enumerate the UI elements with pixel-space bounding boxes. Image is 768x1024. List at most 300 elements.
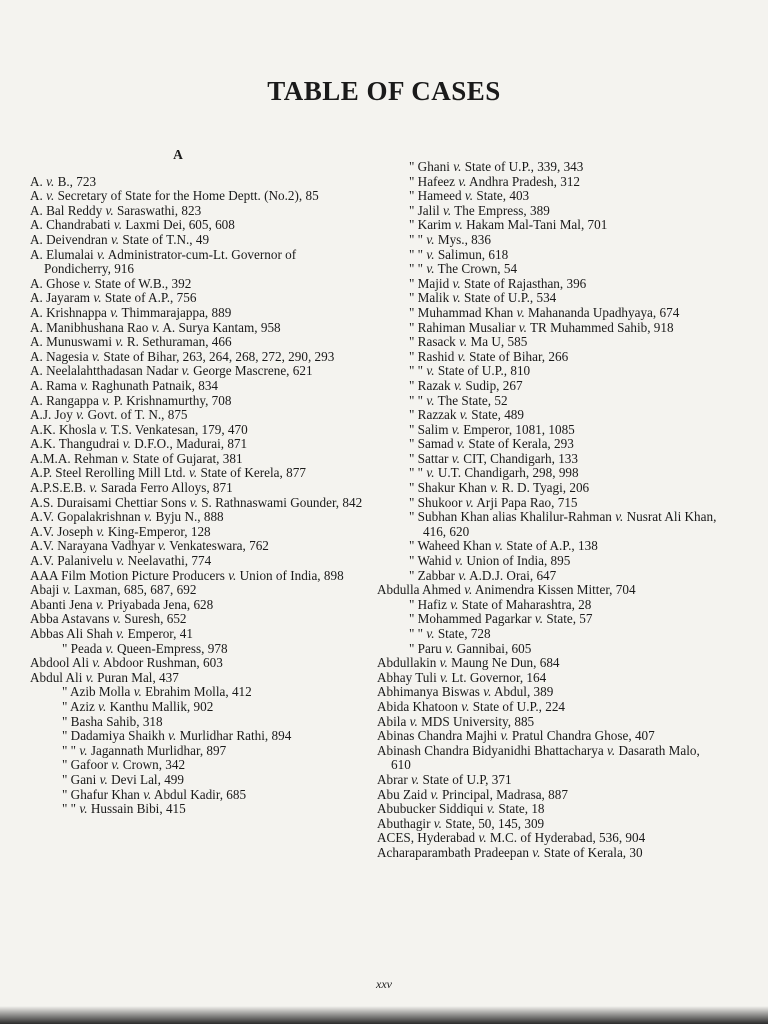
versus-marker: v. <box>188 465 198 481</box>
case-party-b-and-pages: State of Bihar, 263, 264, 268, 272, 290, 293 <box>100 348 335 364</box>
case-list-right <box>377 160 719 861</box>
case-entry <box>377 642 719 657</box>
case-entry <box>30 802 366 817</box>
case-party-b-and-pages: Sarada Ferro Alloys, 871 <box>97 480 233 496</box>
versus-marker: v. <box>452 290 461 306</box>
versus-marker: v. <box>85 669 94 685</box>
versus-marker: v. <box>98 698 107 714</box>
case-party-b-and-pages: P. Krishnamurthy, 708 <box>110 392 232 408</box>
versus-marker: v. <box>181 363 190 379</box>
versus-marker: v. <box>111 757 120 773</box>
case-party-a: A.M.A. Rehman <box>30 450 122 466</box>
versus-marker: v. <box>121 450 130 466</box>
case-entry <box>30 715 366 730</box>
case-party-b-and-pages: Hussain Bibi, 415 <box>87 801 186 817</box>
case-entry <box>377 481 719 496</box>
versus-marker: v. <box>453 159 462 174</box>
right-column <box>377 160 719 861</box>
case-party-a: " " <box>409 363 427 379</box>
versus-marker: v. <box>426 261 435 277</box>
case-entry <box>30 496 366 511</box>
versus-marker: v. <box>113 217 123 233</box>
case-party-a: A.K. Thangudrai <box>30 436 123 452</box>
case-entry <box>30 525 366 540</box>
case-party-b-and-pages: R. D. Tyagi, 206 <box>498 480 590 496</box>
case-entry <box>30 291 366 306</box>
case-party-a: " Samad <box>409 436 457 452</box>
versus-marker: v. <box>478 830 487 846</box>
case-party-b-and-pages: Murlidhar Rathi, 894 <box>176 728 292 744</box>
case-entry <box>30 744 366 759</box>
case-party-a: Abuthagir <box>377 815 434 831</box>
case-party-a: A.V. Narayana Vadhyar <box>30 538 159 554</box>
case-party-a: A. Neelalahtthadasan Nadar <box>30 363 182 379</box>
versus-marker: v. <box>465 494 474 510</box>
case-party-a: A. Krishnappa <box>30 304 111 320</box>
case-party-b-and-pages: Pratul Chandra Ghose, 407 <box>508 728 655 744</box>
case-entry <box>30 671 366 686</box>
case-entry <box>30 350 366 365</box>
versus-marker: v. <box>461 698 470 714</box>
case-party-b-and-pages: State of Bihar, 266 <box>465 348 569 364</box>
case-party-b-and-pages: Emperor, 1081, 1085 <box>459 421 575 437</box>
case-party-b-and-pages: Salimun, 618 <box>434 246 509 262</box>
versus-marker: v. <box>110 231 120 247</box>
case-party-b-and-pages: CIT, Chandigarh, 133 <box>459 450 578 466</box>
case-party-b-and-pages: Neelavathi, 774 <box>124 553 212 569</box>
case-entry <box>377 277 719 292</box>
case-party-b-and-pages: Arji Papa Rao, 715 <box>473 494 578 510</box>
case-party-a: " " <box>409 392 427 408</box>
versus-marker: v. <box>464 582 473 598</box>
versus-marker: v. <box>500 728 509 744</box>
case-party-b-and-pages: State of U.P., 810 <box>434 363 531 379</box>
versus-marker: v. <box>426 246 435 262</box>
case-entry <box>377 773 719 788</box>
case-party-a: " Shakur Khan <box>409 480 491 496</box>
case-party-a: A. Manibhushana Rao <box>30 319 152 335</box>
versus-marker: v. <box>464 188 474 204</box>
case-party-a: A.S. Duraisami Chettiar Sons <box>30 494 190 510</box>
versus-marker: v. <box>451 450 460 466</box>
case-party-a: A.K. Khosla <box>30 421 100 437</box>
case-party-b-and-pages: Kanthu Mallik, 902 <box>106 698 214 714</box>
case-list-left <box>30 175 366 817</box>
case-party-a: A. Munuswami <box>30 334 116 350</box>
case-party-a: " Peada <box>62 640 106 656</box>
case-entry <box>377 218 719 233</box>
versus-marker: v. <box>62 582 71 598</box>
versus-marker: v. <box>453 377 463 393</box>
case-party-a: " Gafoor <box>62 757 112 773</box>
case-party-a: A. Deivendran <box>30 231 111 247</box>
versus-marker: v. <box>615 509 624 525</box>
case-party-b-and-pages: Nusrat Ali Khan, 416, 620 <box>423 509 717 539</box>
case-entry <box>30 306 366 321</box>
case-party-b-and-pages: Union of India, 898 <box>236 567 344 583</box>
case-party-b-and-pages: Secretary of State for the Home Deptt. (No.2), 85 <box>54 188 319 204</box>
case-party-b-and-pages: Thimmarajappa, 889 <box>118 304 232 320</box>
case-party-a: A. Chandrabati <box>30 217 114 233</box>
case-party-a: " Muhammad Khan <box>409 304 517 320</box>
case-party-b-and-pages: A.D.J. Orai, 647 <box>466 567 557 583</box>
case-entry <box>377 291 719 306</box>
case-party-b-and-pages: State, 403 <box>473 188 530 204</box>
case-party-b-and-pages: D.F.O., Madurai, 871 <box>130 436 248 452</box>
case-party-a: " Salim <box>409 421 452 437</box>
versus-marker: v. <box>516 304 525 320</box>
case-entry <box>30 394 366 409</box>
case-party-a: " Razak <box>409 377 454 393</box>
case-entry <box>30 539 366 554</box>
case-party-b-and-pages: A. Surya Kantam, 958 <box>159 319 281 335</box>
case-entry <box>30 758 366 773</box>
versus-marker: v. <box>92 655 101 671</box>
case-party-b-and-pages: S. Rathnaswami Gounder, 842 <box>197 494 363 510</box>
case-entry <box>377 262 719 277</box>
case-entry <box>377 233 719 248</box>
case-entry <box>377 379 719 394</box>
case-party-b-and-pages: Raghunath Patnaik, 834 <box>88 377 219 393</box>
case-party-a: " " <box>409 246 427 262</box>
case-party-b-and-pages: Ebrahim Molla, 412 <box>141 684 252 700</box>
case-entry <box>377 715 719 730</box>
case-entry <box>377 802 719 817</box>
case-entry <box>30 364 366 379</box>
case-entry <box>30 335 366 350</box>
case-party-a: Abila <box>377 713 410 729</box>
case-party-b-and-pages: Ma U, 585 <box>467 334 528 350</box>
versus-marker: v. <box>452 275 461 291</box>
versus-marker: v. <box>189 494 198 510</box>
versus-marker: v. <box>486 801 496 817</box>
case-entry <box>377 685 719 700</box>
versus-marker: v. <box>456 436 466 452</box>
case-party-a: " " <box>409 231 427 247</box>
versus-marker: v. <box>122 436 131 452</box>
case-party-b-and-pages: Animendra Kissen Mitter, 704 <box>472 582 636 598</box>
versus-marker: v. <box>454 217 463 233</box>
case-party-a: A.J. Joy <box>30 407 77 423</box>
versus-marker: v. <box>79 742 88 758</box>
versus-marker: v. <box>105 202 114 218</box>
case-entry <box>377 656 719 671</box>
case-entry <box>30 408 366 423</box>
case-entry <box>377 700 719 715</box>
versus-marker: v. <box>144 509 153 525</box>
case-party-a: A.P.S.E.B. <box>30 480 90 496</box>
case-party-b-and-pages: Abdul Kadir, 685 <box>151 786 247 802</box>
versus-marker: v. <box>451 421 460 437</box>
case-party-a: " Zabbar <box>409 567 459 583</box>
case-entry <box>377 846 719 861</box>
case-party-b-and-pages: Laxman, 685, 687, 692 <box>70 582 197 598</box>
case-party-b-and-pages: Byju N., 888 <box>152 509 224 525</box>
case-party-a: Abrar <box>377 771 412 787</box>
case-party-a: " Subhan Khan alias Khalilur-Rahman <box>409 509 616 525</box>
case-party-b-and-pages: Principal, Madrasa, 887 <box>438 786 568 802</box>
case-entry <box>30 612 366 627</box>
case-party-b-and-pages: Devi Lal, 499 <box>107 771 184 787</box>
versus-marker: v. <box>450 596 459 612</box>
versus-marker: v. <box>91 348 101 364</box>
case-entry <box>377 364 719 379</box>
versus-marker: v. <box>426 231 435 247</box>
case-party-a: " Rahiman Musaliar <box>409 319 519 335</box>
versus-marker: v. <box>115 334 124 350</box>
versus-marker: v. <box>46 188 55 204</box>
case-party-b-and-pages: State, 18 <box>495 801 545 817</box>
case-entry <box>377 437 719 452</box>
page-number: xxv <box>376 977 392 991</box>
case-party-a: Abanti Jena <box>30 596 96 612</box>
case-entry <box>377 496 719 511</box>
case-party-b-and-pages: Maung Ne Dun, 684 <box>447 655 560 671</box>
case-party-b-and-pages: Mys., 836 <box>434 231 491 247</box>
case-entry <box>377 817 719 832</box>
case-party-b-and-pages: The State, 52 <box>434 392 508 408</box>
case-party-a: " " <box>409 261 427 277</box>
case-party-b-and-pages: Union of India, 895 <box>463 553 571 569</box>
versus-marker: v. <box>518 319 527 335</box>
case-entry <box>377 248 719 263</box>
versus-marker: v. <box>116 553 125 569</box>
case-party-b-and-pages: Laxmi Dei, 605, 608 <box>122 217 235 233</box>
case-entry <box>377 408 719 423</box>
versus-marker: v. <box>459 334 468 350</box>
case-entry <box>377 583 719 598</box>
versus-marker: v. <box>454 553 464 569</box>
case-party-a: A. Rama <box>30 377 81 393</box>
case-entry <box>377 335 719 350</box>
case-entry <box>30 379 366 394</box>
case-party-b-and-pages: Crown, 342 <box>119 757 186 773</box>
case-entry <box>30 423 366 438</box>
case-party-b-and-pages: Lt. Governor, 164 <box>448 669 547 685</box>
versus-marker: v. <box>440 669 449 685</box>
case-party-a: A. Bal Reddy <box>30 202 106 218</box>
versus-marker: v. <box>93 290 102 306</box>
versus-marker: v. <box>79 801 88 817</box>
case-party-b-and-pages: T.S. Venkatesan, 179, 470 <box>107 421 248 437</box>
versus-marker: v. <box>99 771 108 787</box>
case-entry <box>30 204 366 219</box>
versus-marker: v. <box>168 728 177 744</box>
case-party-a: " Wahid <box>409 553 455 569</box>
case-party-a: AAA Film Motion Picture Producers <box>30 567 229 583</box>
case-party-b-and-pages: The Crown, 54 <box>434 261 518 277</box>
case-party-a: Abhimanya Biswas <box>377 684 484 700</box>
case-party-b-and-pages: State of T.N., 49 <box>119 231 210 247</box>
versus-marker: v. <box>426 392 435 408</box>
case-entry <box>30 437 366 452</box>
case-party-a: " Hafiz <box>409 596 451 612</box>
case-party-a: " " <box>62 742 80 758</box>
case-party-b-and-pages: Abdul, 389 <box>491 684 554 700</box>
case-entry <box>377 831 719 846</box>
case-entry <box>30 729 366 744</box>
case-party-a: A. Ghose <box>30 275 84 291</box>
case-entry <box>377 788 719 803</box>
case-party-a: " Sattar <box>409 450 452 466</box>
case-entry <box>377 394 719 409</box>
case-party-b-and-pages: Gannibai, 605 <box>453 640 532 656</box>
case-party-b-and-pages: State of Kerela, 877 <box>197 465 306 481</box>
case-party-a: A.V. Palanivelu <box>30 553 117 569</box>
case-party-b-and-pages: King-Emperor, 128 <box>104 523 211 539</box>
case-entry <box>30 788 366 803</box>
case-entry <box>30 466 366 481</box>
versus-marker: v. <box>97 246 106 262</box>
case-entry <box>377 612 719 627</box>
case-party-b-and-pages: B., 723 <box>54 173 97 189</box>
case-party-b-and-pages: Sudip, 267 <box>462 377 523 393</box>
case-party-a: Abhay Tuli <box>377 669 441 685</box>
case-entry <box>30 233 366 248</box>
case-party-a: " Karim <box>409 217 455 233</box>
case-entry <box>30 685 366 700</box>
versus-marker: v. <box>426 465 435 481</box>
case-entry <box>30 627 366 642</box>
case-party-a: Abbas Ali Shah <box>30 626 117 641</box>
case-party-a: " Rasack <box>409 334 460 350</box>
case-party-b-and-pages: State of Kerala, 293 <box>465 436 574 452</box>
case-entry <box>377 466 719 481</box>
case-party-b-and-pages: M.C. of Hyderabad, 536, 904 <box>486 830 646 846</box>
versus-marker: v. <box>102 392 111 408</box>
case-party-b-and-pages: TR Muhammed Sahib, 918 <box>526 319 674 335</box>
case-party-a: " Basha Sahib, 318 <box>62 713 163 729</box>
versus-marker: v. <box>105 640 114 656</box>
case-party-b-and-pages: Mahananda Upadhyaya, 674 <box>524 304 680 320</box>
case-party-b-and-pages: Dasarath Malo, 610 <box>391 742 700 773</box>
case-party-a: Abu Zaid <box>377 786 431 802</box>
case-party-a: " Ghafur Khan <box>62 786 144 802</box>
case-party-a: Acharaparambath Pradeepan <box>377 844 533 860</box>
versus-marker: v. <box>76 407 85 423</box>
case-party-a: Abaji <box>30 582 63 598</box>
case-party-b-and-pages: State of Kerala, 30 <box>540 844 643 860</box>
case-party-a: Abdullakin <box>377 655 440 671</box>
case-party-a: " Azib Molla <box>62 684 134 700</box>
case-party-a: A. <box>30 188 47 204</box>
case-party-a: " Jalil <box>409 202 443 218</box>
versus-marker: v. <box>409 713 418 729</box>
case-party-b-and-pages: MDS University, 885 <box>417 713 535 729</box>
case-party-a: " Mohammed Pagarkar <box>409 611 535 627</box>
case-entry <box>30 700 366 715</box>
case-entry <box>30 583 366 598</box>
case-entry <box>377 539 719 554</box>
case-party-b-and-pages: Priyabada Jena, 628 <box>104 596 214 612</box>
case-entry <box>377 671 719 686</box>
versus-marker: v. <box>607 742 616 758</box>
case-entry <box>30 773 366 788</box>
versus-marker: v. <box>458 567 467 583</box>
case-party-b-and-pages: State, 50, 145, 309 <box>441 815 545 831</box>
case-entry <box>30 569 366 584</box>
versus-marker: v. <box>430 786 439 802</box>
case-party-a: ACES, Hyderabad <box>377 830 479 846</box>
case-party-b-and-pages: State, 489 <box>467 407 524 423</box>
case-entry <box>377 350 719 365</box>
case-party-b-and-pages: The Empress, 389 <box>451 202 550 218</box>
versus-marker: v. <box>96 523 105 539</box>
case-party-b-and-pages: Venkateswara, 762 <box>166 538 269 554</box>
versus-marker: v. <box>433 815 442 831</box>
case-entry <box>30 481 366 496</box>
section-letter: A <box>173 147 183 162</box>
case-party-a: Abinas Chandra Majhi <box>377 728 501 744</box>
versus-marker: v. <box>534 611 544 627</box>
versus-marker: v. <box>83 275 92 291</box>
left-column <box>30 148 366 817</box>
case-party-a: " " <box>62 801 80 817</box>
case-party-b-and-pages: State of U.P., 339, 343 <box>461 159 584 174</box>
case-party-a: " Razzak <box>409 407 460 423</box>
case-party-b-and-pages: Jagannath Murlidhar, 897 <box>87 742 227 758</box>
case-entry <box>30 277 366 292</box>
case-party-b-and-pages: State of U.P., 534 <box>460 290 557 306</box>
case-party-a: A. Elumalai <box>30 246 98 262</box>
case-party-a: Abdool Ali <box>30 655 93 671</box>
case-party-b-and-pages: Govt. of T. N., 875 <box>84 407 188 423</box>
case-party-a: " Paru <box>409 640 446 656</box>
case-party-a: Abida Khatoon <box>377 698 462 714</box>
case-party-b-and-pages: Hakam Mal-Tani Mal, 701 <box>462 217 608 233</box>
versus-marker: v. <box>133 684 142 700</box>
case-entry <box>377 321 719 336</box>
case-party-a: " Gani <box>62 771 100 787</box>
versus-marker: v. <box>46 173 55 189</box>
case-party-b-and-pages: State, 57 <box>543 611 593 627</box>
case-entry <box>377 175 719 190</box>
case-party-b-and-pages: Queen-Empress, 978 <box>113 640 228 656</box>
case-entry <box>377 744 719 773</box>
versus-marker: v. <box>483 684 492 700</box>
case-entry <box>30 321 366 336</box>
case-party-b-and-pages: U.T. Chandigarh, 298, 998 <box>434 465 579 481</box>
case-party-a: Abba Astavans <box>30 611 113 627</box>
case-entry <box>30 510 366 525</box>
case-party-b-and-pages: State of Rajasthan, 396 <box>460 275 587 291</box>
case-entry <box>377 627 719 642</box>
case-party-b-and-pages: Administrator-cum-Lt. Governor of Pondicherry, 916 <box>44 246 297 277</box>
case-entry <box>377 554 719 569</box>
versus-marker: v. <box>426 626 435 641</box>
case-party-a: A.V. Gopalakrishnan <box>30 509 145 525</box>
case-party-a: A. Rangappa <box>30 392 103 408</box>
case-entry <box>377 452 719 467</box>
case-party-b-and-pages: Suresh, 652 <box>120 611 187 627</box>
case-party-a: " Hafeez <box>409 173 459 189</box>
case-party-b-and-pages: R. Sethuraman, 466 <box>123 334 232 350</box>
case-entry <box>30 248 366 277</box>
case-party-a: " " <box>409 465 427 481</box>
versus-marker: v. <box>112 611 121 627</box>
case-party-b-and-pages: State of U.P, 371 <box>419 771 512 787</box>
case-party-a: " Ghani <box>409 159 454 174</box>
case-party-b-and-pages: State of Maharashtra, 28 <box>458 596 592 612</box>
case-party-a: Abdul Ali <box>30 669 86 685</box>
case-party-b-and-pages: Andhra Pradesh, 312 <box>466 173 581 189</box>
case-entry <box>377 423 719 438</box>
page-edge-shadow <box>0 1006 768 1024</box>
case-entry <box>30 598 366 613</box>
versus-marker: v. <box>110 304 119 320</box>
case-entry <box>30 656 366 671</box>
case-entry <box>377 569 719 584</box>
